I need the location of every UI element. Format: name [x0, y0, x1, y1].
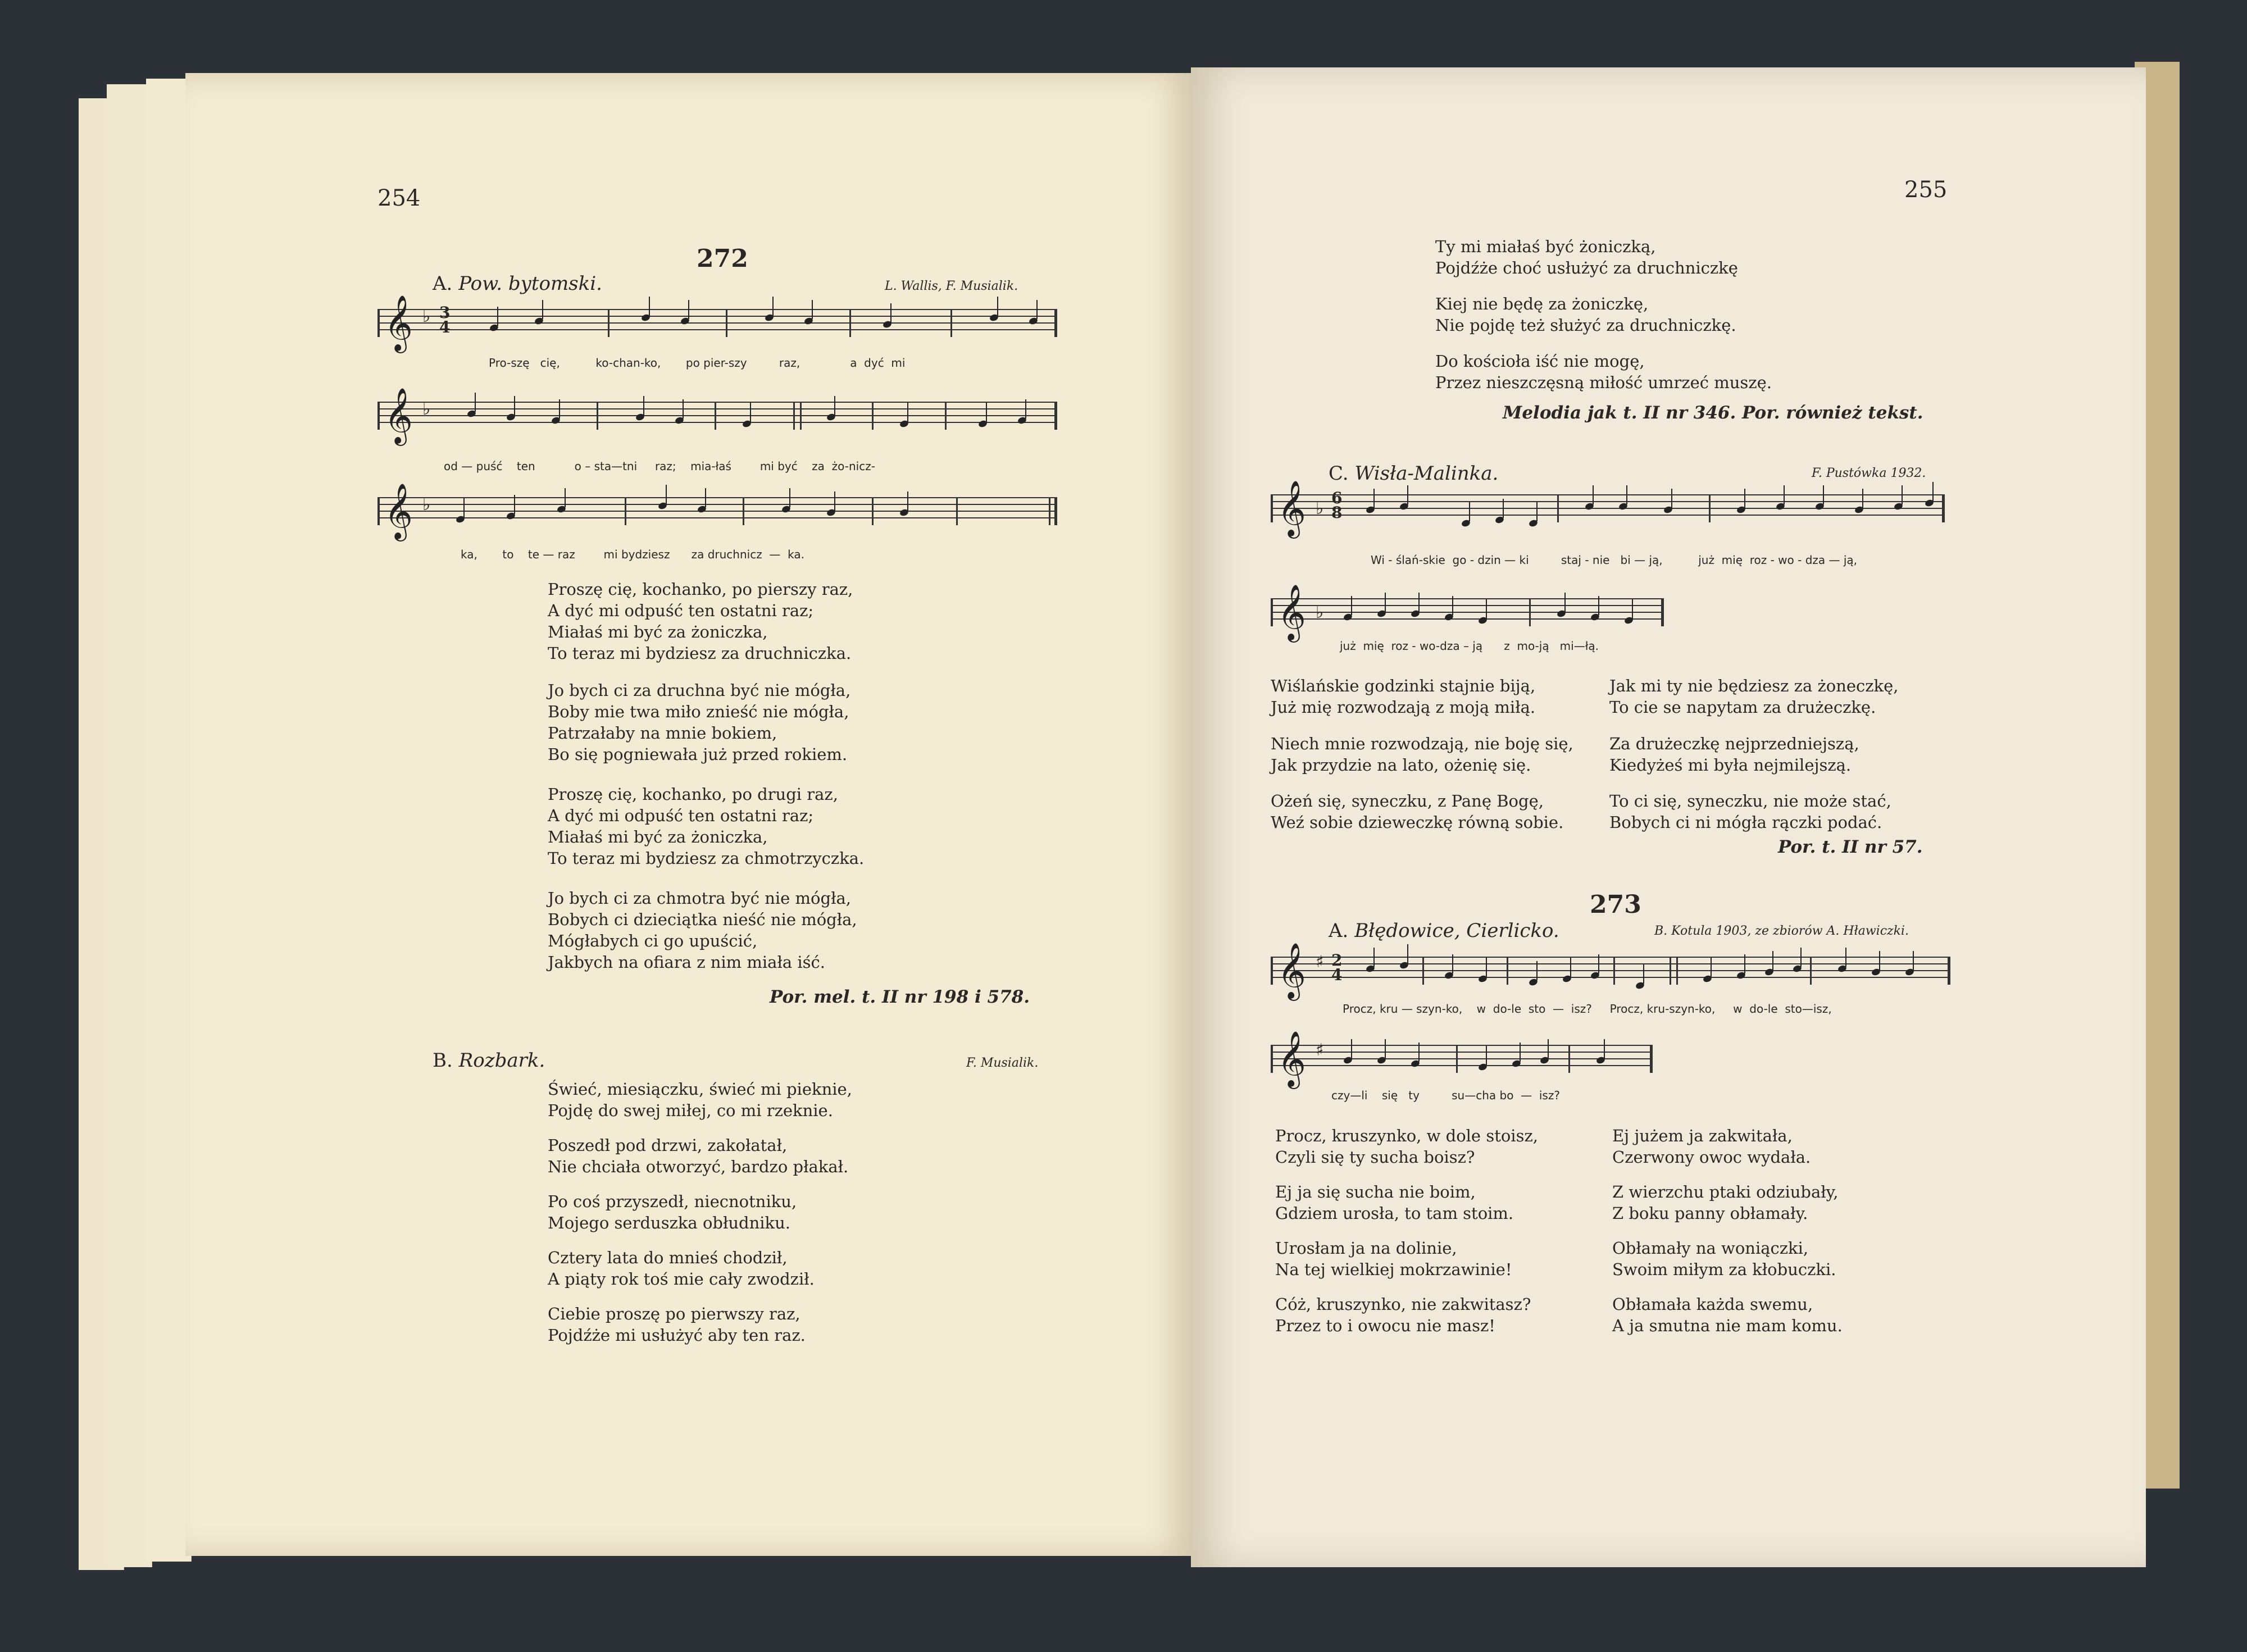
cross-reference: Por. t. II nr 57.: [1778, 837, 1923, 857]
note-stem: [997, 297, 998, 316]
treble-clef-icon: 𝄞: [384, 295, 413, 351]
music-lyrics-line: od — puść ten o – sta—tni raz; mia-łaś mi być za żo-nicz-: [444, 459, 875, 473]
note-stem: [1407, 485, 1408, 504]
treble-clef-icon: 𝄞: [1277, 480, 1306, 536]
note-stem: [1593, 485, 1594, 504]
song-number-272: 272: [697, 244, 748, 273]
note-stem: [1744, 954, 1745, 973]
stanza: Urosłam ja na dolinie, Na tej wielkiej mokrzawinie!: [1275, 1239, 1512, 1279]
stanza: Ty mi miałaś być żoniczką, Pojdźże choć usłużyć za druchniczkę: [1435, 237, 1738, 277]
stanza: Po coś przyszedł, niecnotniku, Mojego serduszka obłudniku.: [548, 1192, 797, 1232]
music-staff: [377, 388, 1057, 444]
time-signature: 2 4: [1331, 951, 1343, 984]
stanza: Za drużeczkę nejprzedniejszą, Kiedyżeś mi była nejmilejszą.: [1609, 734, 1859, 775]
barline: [950, 309, 952, 337]
music-staff: [1271, 584, 1664, 640]
key-signature: ♭: [1316, 603, 1324, 622]
music-lyrics-line: czy—li się ty su—cha bo — isz?: [1331, 1089, 1560, 1102]
stanza: Z wierzchu ptaki odziubały, Z boku panny obłamały.: [1612, 1182, 1839, 1223]
barline: [793, 402, 795, 430]
note-stem: [1520, 1043, 1521, 1062]
barline: [956, 497, 958, 525]
stanza: Niech mnie rozwodzają, nie boję się, Jak przydzie na lato, ożenię się.: [1271, 734, 1573, 775]
key-signature: ♭: [422, 495, 431, 515]
barline: [849, 309, 851, 337]
note-stem: [890, 303, 891, 322]
stanza: Cóż, kruszynko, nie zakwitasz? Przez to i owocu nie masz!: [1275, 1295, 1531, 1335]
music-lyrics-line: ka, to te — raz mi bydziesz za druchnicz — ka.: [461, 548, 804, 561]
music-lyrics-line: Pro-szę cię, ko-chan-ko, po pier-szy raz, a dyć mi: [489, 356, 906, 370]
note-stem: [1385, 593, 1386, 612]
key-signature: ♯: [1316, 1040, 1324, 1060]
barline: [872, 402, 874, 430]
section-credit: F. Pustówka 1932.: [1812, 466, 1926, 480]
section-credit: F. Musialik.: [966, 1056, 1039, 1070]
note-stem: [750, 403, 751, 422]
note-stem: [834, 491, 835, 511]
key-signature: ♭: [422, 307, 431, 326]
note-stem: [475, 393, 476, 412]
barline: [872, 497, 874, 525]
section-c-header: [1329, 462, 1498, 485]
stanza: Jo bych ci za druchna być nie mógła, Boby mie twa miło znieść nie mógła, Patrzałaby na mnie bokiem, Bo się pogniewała już przed rokiem.: [548, 681, 851, 764]
note-stem: [1671, 489, 1672, 508]
stanza: Proszę cię, kochanko, po pierszy raz, A dyć mi odpuść ten ostatni raz; Miałaś mi być za żoniczka, To teraz mi bydziesz za druchniczka.: [548, 580, 853, 663]
note-stem: [559, 399, 560, 418]
note-stem: [1503, 499, 1504, 518]
stanza: Świeć, miesiączku, świeć mi pieknie, Pojdę do swej miłej, co mi rzeknie.: [548, 1080, 852, 1120]
note-stem: [1800, 948, 1802, 967]
note-stem: [1862, 489, 1863, 508]
stanza: Obłamała każda swemu, A ja smutna nie mam komu.: [1612, 1295, 1843, 1335]
stanza: Ej ja się sucha nie boim, Gdziem urosła, to tam stoim.: [1275, 1182, 1514, 1223]
cross-reference: Melodia jak t. II nr 346. Por. również tekst.: [1503, 403, 1923, 423]
note-stem: [1564, 593, 1566, 612]
treble-clef-icon: 𝄞: [1277, 943, 1306, 999]
stanza: Ożeń się, syneczku, z Panę Bogę, Weź sobie dzieweczkę równą sobie.: [1271, 791, 1564, 832]
stanza: Jak mi ty nie będziesz za żoneczkę, To cie se napytam za drużeczkę.: [1609, 676, 1899, 717]
note-stem: [1025, 399, 1026, 418]
barline: [597, 402, 598, 430]
barline: [1557, 494, 1559, 522]
note-stem: [542, 300, 543, 319]
note-stem: [1772, 951, 1773, 970]
section-place: Wisła-Malinka.: [1354, 462, 1499, 485]
note-stem: [649, 297, 650, 316]
section-place: Błędowice, Cierlicko.: [1354, 920, 1559, 942]
barline: [715, 402, 716, 430]
music-lyrics-line: Wi - ślań-skie go - dzin — ki staj - nie bi — ją, już mię roz - wo - dza — ją,: [1371, 553, 1858, 567]
key-signature: ♭: [1316, 499, 1324, 518]
note-stem: [1536, 961, 1538, 980]
note-stem: [1486, 1046, 1487, 1065]
note-stem: [1570, 958, 1571, 977]
barline: [1049, 497, 1050, 525]
barline: [1709, 494, 1711, 522]
stanza: Cztery lata do mnieś chodził, A piąty rok toś mie cały zwodził.: [548, 1248, 815, 1289]
note-stem: [1469, 502, 1470, 521]
note-stem: [1452, 596, 1453, 615]
music-staff: [1271, 943, 1950, 999]
page-number-left: 254: [377, 185, 421, 211]
treble-clef-icon: 𝄞: [384, 483, 413, 539]
note-stem: [463, 498, 465, 517]
music-staff: [1271, 1031, 1653, 1087]
note-stem: [1486, 958, 1487, 977]
page-number-right: 255: [1904, 177, 1948, 203]
stanza: Procz, kruszynko, w dole stoisz, Czyli się ty sucha boisz?: [1275, 1126, 1538, 1167]
music-lyrics-line: Procz, kru — szyn-ko, w do-le sto — isz? Procz, kru-szyn-ko, w do-le sto—isz,: [1343, 1002, 1832, 1016]
stanza: Wiślańskie godzinki stajnie biją, Już mię rozwodzają z moją miłą.: [1271, 676, 1536, 717]
note-stem: [1784, 485, 1785, 504]
note-stem: [1351, 1039, 1352, 1058]
stanza: Ciebie proszę po pierwszy raz, Pojdźże mi usłużyć aby ten raz.: [548, 1304, 806, 1345]
note-stem: [1536, 502, 1538, 521]
note-stem: [1604, 1039, 1605, 1058]
note-stem: [1036, 300, 1038, 319]
note-stem: [1373, 948, 1375, 967]
barline: [1456, 1045, 1458, 1073]
note-stem: [1913, 951, 1914, 970]
section-letter: A.: [1329, 920, 1349, 942]
section-place: Pow. bytomski.: [458, 272, 602, 295]
note-stem: [688, 300, 689, 319]
section-b-header: [433, 1049, 545, 1072]
treble-clef-icon: 𝄞: [1277, 1031, 1306, 1087]
section-letter: A.: [433, 272, 453, 295]
page-stack-edge: [107, 84, 152, 1567]
barline: [625, 497, 626, 525]
note-stem: [705, 488, 706, 507]
note-stem: [1598, 954, 1599, 973]
note-stem: [666, 485, 667, 504]
section-credit: B. Kotula 1903, ze zbiorów A. Hławiczki.: [1654, 924, 1909, 938]
section-a2-header: [1329, 920, 1559, 942]
time-signature: 6 8: [1331, 489, 1343, 522]
barline: [1568, 1045, 1570, 1073]
time-signature: 3 4: [439, 303, 451, 336]
note-stem: [907, 403, 908, 422]
note-stem: [1932, 482, 1934, 501]
note-stem: [1385, 1039, 1386, 1058]
music-staff: [377, 295, 1057, 351]
music-lyrics-line: już mię roz - wo-dza – ją z mo-ją mi—łą.: [1340, 639, 1599, 653]
barline: [1810, 957, 1812, 985]
note-stem: [1711, 958, 1712, 977]
note-stem: [497, 307, 498, 326]
note-stem: [1626, 485, 1627, 504]
note-stem: [1418, 593, 1420, 612]
note-stem: [1744, 489, 1745, 508]
note-stem: [514, 495, 515, 514]
note-stem: [1845, 948, 1846, 967]
note-stem: [1643, 964, 1644, 984]
note-stem: [772, 297, 774, 316]
treble-clef-icon: 𝄞: [384, 388, 413, 444]
note-stem: [565, 488, 566, 507]
stanza: Ej jużem ja zakwitała, Czerwony owoc wydała.: [1612, 1126, 1811, 1167]
barline: [800, 402, 802, 430]
barline: [1529, 598, 1531, 626]
note-stem: [1373, 489, 1375, 508]
barline: [726, 309, 727, 337]
note-stem: [1598, 596, 1599, 615]
barline: [1507, 957, 1508, 985]
barline: [1422, 957, 1424, 985]
note-stem: [907, 491, 908, 511]
barline: [1613, 957, 1615, 985]
note-stem: [1486, 599, 1487, 618]
stanza: Kiej nie będę za żoniczkę, Nie pojdę też służyć za druchniczkę.: [1435, 294, 1736, 335]
note-stem: [986, 403, 987, 422]
note-stem: [1351, 596, 1352, 615]
section-credit: L. Wallis, F. Musialik.: [885, 279, 1018, 293]
section-letter: C.: [1329, 462, 1349, 485]
music-staff: [377, 483, 1057, 539]
barline: [1670, 957, 1671, 985]
note-stem: [514, 396, 515, 415]
stanza: Jo bych ci za chmotra być nie mógła, Bobych ci dzieciątka nieść nie mógła, Mógłabych ci go upuścić, Jakbych na ofiara z nim miała iść.: [548, 889, 857, 972]
barline: [945, 402, 947, 430]
note-stem: [1407, 944, 1408, 963]
stanza: To ci się, syneczku, nie może stać, Bobych ci ni mógła rączki podać.: [1609, 791, 1891, 832]
song-number-273: 273: [1590, 890, 1641, 919]
section-a-header: [433, 272, 602, 295]
barline: [743, 497, 744, 525]
note-stem: [1418, 1043, 1420, 1062]
note-stem: [1632, 599, 1633, 618]
key-signature: ♭: [422, 399, 431, 419]
stanza: Poszedł pod drzwi, zakołatał, Nie chciała otworzyć, bardzo płakał.: [548, 1136, 849, 1176]
note-stem: [1879, 951, 1880, 970]
note-stem: [1548, 1039, 1549, 1058]
note-stem: [683, 399, 684, 418]
cross-reference: Por. mel. t. II nr 198 i 578.: [770, 987, 1030, 1007]
note-stem: [812, 300, 813, 319]
barline: [1676, 957, 1678, 985]
note-stem: [1823, 485, 1824, 504]
key-signature: ♯: [1316, 952, 1324, 972]
treble-clef-icon: 𝄞: [1277, 584, 1306, 640]
note-stem: [643, 396, 644, 415]
note-stem: [1452, 954, 1453, 973]
note-stem: [834, 396, 835, 415]
note-stem: [789, 488, 790, 507]
page-stack-edge: [146, 79, 192, 1562]
note-stem: [1902, 485, 1903, 504]
stanza: Proszę cię, kochanko, po drugi raz, A dyć mi odpuść ten ostatni raz; Miałaś mi być za żoniczka, To teraz mi bydziesz za chmotrzyczka.: [548, 785, 865, 868]
stanza: Do kościoła iść nie mogę, Przez nieszczęsną miłość umrzeć muszę.: [1435, 352, 1772, 392]
section-place: Rozbark.: [458, 1049, 545, 1072]
stanza: Obłamały na woniączki, Swoim miłym za kłobuczki.: [1612, 1239, 1836, 1279]
music-staff: [1271, 480, 1945, 536]
section-letter: B.: [433, 1049, 453, 1072]
barline: [608, 309, 609, 337]
